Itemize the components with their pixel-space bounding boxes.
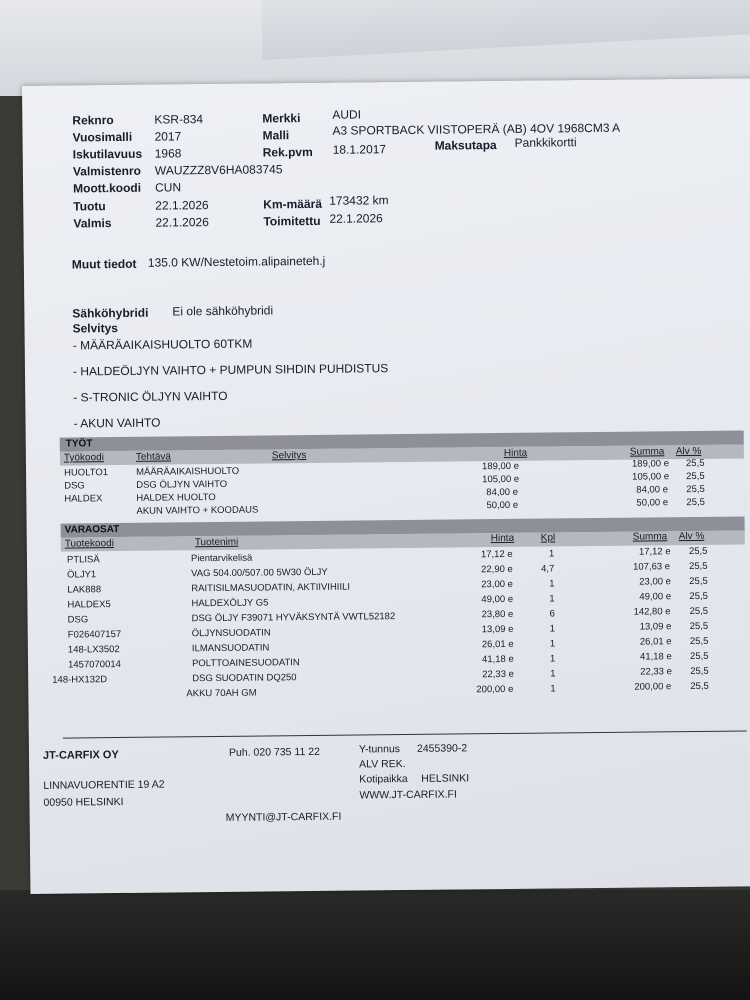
vuosimalli-label: Vuosimalli — [72, 129, 133, 145]
row-code: 148-LX3502 — [67, 644, 120, 656]
row-name: DSG SUODATIN DQ250 — [192, 672, 297, 685]
maksutapa-value: Pankkikortti — [514, 135, 577, 150]
reknro-label: Reknro — [72, 113, 114, 128]
row-code: HALDEX5 — [67, 599, 111, 611]
rekpvm-label: Rek.pvm — [262, 144, 313, 160]
row-price: 17,12 e — [480, 548, 513, 561]
row-sum: 13,09 e — [639, 621, 672, 633]
col-tyokoodi: Työkoodi — [63, 452, 104, 464]
muut-tiedot-value: 135.0 KW/Nestetoim.alipaineteh.j — [147, 253, 326, 270]
col-summa: Summa — [632, 531, 668, 543]
row-vat: 25,5 — [686, 470, 705, 483]
footer-divider — [63, 730, 747, 738]
col-alv: Alv % — [678, 530, 705, 543]
row-vat: 25,5 — [690, 680, 709, 693]
row-price: 50,00 e — [486, 499, 519, 512]
company-website: WWW.JT-CARFIX.FI — [359, 788, 457, 802]
mootkoodi-value: CUN — [154, 180, 182, 195]
col-selvitys: Selvitys — [271, 450, 307, 462]
reknro-value: KSR-834 — [154, 112, 204, 127]
row-name: HALDEXÖLJY G5 — [191, 597, 269, 610]
row-sum: 50,00 e — [636, 497, 669, 509]
tyot-title: TYÖT — [65, 438, 93, 450]
row-name: RAITISILMASUODATIN, AKTIIVIHIILI — [191, 581, 351, 595]
row-code: PTLISÄ — [66, 554, 100, 566]
row-qty: 1 — [550, 668, 556, 680]
row-code: DSG — [64, 480, 85, 492]
invoice-sheet — [22, 78, 750, 894]
kmmaara-value: 173432 km — [329, 193, 389, 208]
row-vat: 25,5 — [690, 665, 709, 678]
tuotu-value: 22.1.2026 — [155, 198, 209, 213]
kotipaikka-value: HELSINKI — [421, 772, 470, 785]
valmistenro-value: WAUZZZ8V6HA083745 — [154, 162, 283, 178]
row-price: 13,09 e — [481, 623, 514, 636]
row-code: DSG — [67, 614, 89, 626]
row-name: VAG 504.00/507.00 5W30 ÖLJY — [191, 566, 328, 580]
row-vat: 25,5 — [688, 545, 708, 558]
row-price: 189,00 e — [481, 460, 520, 473]
malli-label: Malli — [262, 128, 290, 143]
row-code: 1457070014 — [68, 658, 121, 671]
row-code: ÖLJY1 — [67, 569, 97, 581]
iskutilavuus-label: Iskutilavuus — [72, 146, 143, 162]
selvitys-label: Selvitys — [72, 321, 118, 336]
row-sum: 107,63 e — [633, 561, 671, 573]
varaosat-title: VARAOSAT — [64, 524, 120, 536]
row-vat: 25,5 — [689, 590, 708, 603]
background-table-surface — [0, 890, 750, 1000]
muut-tiedot-label: Muut tiedot — [71, 256, 137, 272]
valmistenro-label: Valmistenro — [72, 163, 141, 179]
row-name: Pientarvikelisä — [190, 552, 253, 565]
row-qty: 1 — [549, 578, 555, 590]
kotipaikka-label: Kotipaikka — [359, 772, 408, 786]
row-sum: 200,00 e — [634, 681, 672, 693]
row-sum: 26,01 e — [639, 636, 672, 648]
row-price: 84,00 e — [486, 486, 519, 499]
row-code: F026407157 — [67, 628, 122, 641]
row-price: 22,90 e — [481, 563, 513, 576]
row-name: POLTTOAINESUODATIN — [192, 657, 300, 670]
row-vat: 25,5 — [689, 605, 709, 618]
col-tuotenimi: Tuotenimi — [194, 536, 239, 549]
ytunnus-value: 2455390-2 — [416, 742, 468, 755]
valmis-value: 22.1.2026 — [155, 215, 209, 230]
row-sum: 23,00 e — [639, 576, 671, 588]
row-qty: 4,7 — [541, 563, 555, 575]
row-sum: 41,18 e — [639, 651, 672, 663]
ytunnus-label: Y-tunnus — [358, 743, 401, 756]
alv-rek: ALV REK. — [359, 758, 406, 771]
malli-value: A3 SPORTBACK VIISTOPERÄ (AB) 4OV 1968CM3 A — [332, 120, 621, 138]
row-qty: 1 — [549, 623, 556, 635]
sahkohybridi-label: Sähköhybridi — [72, 305, 149, 321]
row-code: LAK888 — [67, 584, 102, 596]
col-kpl: Kpl — [540, 532, 556, 544]
row-vat: 25,5 — [689, 650, 709, 663]
selvitys-item: - HALDEÖLJYN VAIHTO + PUMPUN SIHDIN PUHDISTUS — [72, 361, 389, 379]
row-qty: 1 — [550, 683, 556, 695]
row-price: 200,00 e — [476, 683, 514, 696]
row-sum: 17,12 e — [638, 546, 671, 558]
row-task: DSG ÖLJYN VAIHTO — [136, 478, 228, 491]
toimitettu-value: 22.1.2026 — [329, 211, 383, 226]
row-qty: 1 — [549, 638, 556, 650]
valmis-label: Valmis — [73, 216, 112, 231]
row-price: 49,00 e — [481, 593, 514, 606]
selvitys-item: - AKUN VAIHTO — [73, 415, 161, 431]
row-vat: 25,5 — [689, 635, 709, 648]
row-name: DSG ÖLJY F39071 HYVÄKSYNTÄ VWTL52182 — [191, 611, 396, 625]
row-qty: 1 — [549, 593, 555, 605]
toimitettu-label: Toimitettu — [263, 213, 321, 229]
company-name: JT-CARFIX OY — [42, 749, 119, 762]
iskutilavuus-value: 1968 — [154, 146, 182, 161]
company-address-city: 00950 HELSINKI — [43, 795, 124, 809]
row-name: ÖLJYNSUODATIN — [191, 627, 271, 640]
maksutapa-label: Maksutapa — [434, 138, 497, 153]
col-tuotekoodi: Tuotekoodi — [64, 538, 114, 550]
mootkoodi-label: Moott.koodi — [73, 180, 142, 196]
row-vat: 25,5 — [689, 560, 708, 573]
row-task: AKUN VAIHTO + KOODAUS — [136, 504, 259, 517]
row-sum: 142,80 e — [633, 606, 671, 618]
row-vat: 25,5 — [686, 483, 705, 496]
vuosimalli-value: 2017 — [154, 129, 182, 144]
kmmaara-label: Km-määrä — [263, 196, 323, 212]
col-hinta: Hinta — [503, 447, 528, 459]
row-sum: 189,00 e — [631, 458, 670, 470]
row-code: HALDEX — [64, 493, 103, 505]
row-price: 23,80 e — [481, 608, 514, 621]
company-address-street: LINNAVUORENTIE 19 A2 — [43, 778, 165, 792]
sahkohybridi-value: Ei ole sähköhybridi — [172, 303, 274, 319]
row-name: ILMANSUODATIN — [191, 642, 270, 655]
row-name: AKKU 70AH GM — [186, 687, 257, 700]
row-vat: 25,5 — [689, 620, 709, 633]
row-qty: 1 — [549, 653, 556, 665]
row-price: 22,33 e — [482, 668, 514, 681]
row-sum: 49,00 e — [639, 591, 672, 603]
row-price: 105,00 e — [482, 473, 520, 486]
row-sum: 84,00 e — [636, 484, 669, 496]
row-code: 148-HX132D — [52, 674, 108, 686]
company-email: MYYNTI@JT-CARFIX.FI — [225, 810, 342, 824]
company-phone: Puh. 020 735 11 22 — [228, 745, 320, 759]
row-sum: 105,00 e — [632, 471, 670, 483]
row-qty: 1 — [548, 548, 555, 560]
rekpvm-value: 18.1.2017 — [332, 142, 387, 157]
row-sum: 22,33 e — [640, 666, 672, 678]
row-vat: 25,5 — [686, 496, 705, 509]
row-price: 41,18 e — [481, 653, 514, 666]
row-vat: 25,5 — [685, 457, 705, 470]
col-alv: Alv % — [675, 445, 702, 458]
merkki-label: Merkki — [262, 111, 301, 126]
row-task: HALDEX HUOLTO — [136, 491, 216, 504]
row-qty: 6 — [549, 608, 555, 620]
col-summa: Summa — [629, 446, 665, 458]
tuotu-label: Tuotu — [73, 199, 106, 214]
row-price: 23,00 e — [481, 578, 514, 591]
row-task: MÄÄRÄAIKAISHUOLTO — [135, 465, 240, 478]
col-hinta: Hinta — [490, 532, 515, 545]
row-price: 26,01 e — [481, 638, 514, 651]
row-code: HUOLTO1 — [63, 467, 109, 479]
row-vat: 25,5 — [689, 575, 708, 588]
selvitys-item: - MÄÄRÄAIKAISHUOLTO 60TKM — [72, 336, 253, 353]
col-tehtava: Tehtävä — [135, 451, 171, 463]
merkki-value: AUDI — [332, 107, 362, 122]
selvitys-item: - S-TRONIC ÖLJYN VAIHTO — [73, 388, 228, 405]
